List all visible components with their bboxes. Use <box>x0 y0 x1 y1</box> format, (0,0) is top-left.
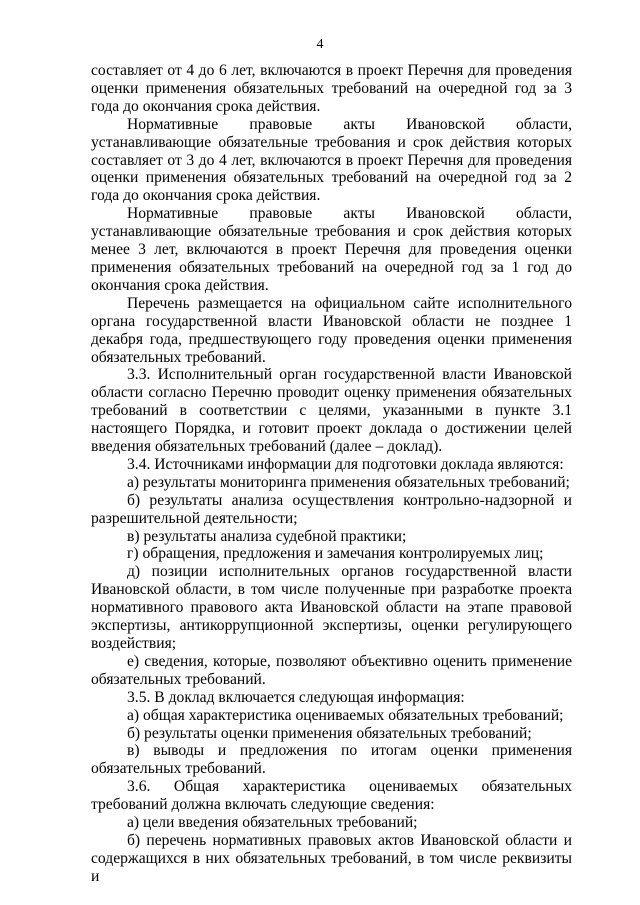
list-item: б) результаты анализа осуществления контрольно-надзорной и разрешительной деятельности; <box>91 491 572 527</box>
paragraph-3-4: 3.4. Источниками информации для подготовки доклада являются: <box>127 455 564 473</box>
paragraph-continuation: составляет от 4 до 6 лет, включаются в проект Перечня для проведения оценки применения обязательных требований на очередной год за 3 года до окончания срока действия. <box>91 62 572 115</box>
list-item: в) результаты анализа судебной практики; <box>127 527 407 545</box>
paragraph: Перечень размещается на официальном сайте исполнительного органа государственной власти Ивановской области не позднее 1 декабря года, предшествующего году проведения оценки применения обязательных требований. <box>91 294 572 366</box>
list-item: д) позиции исполнительных органов государственной власти Ивановской области, в том числе полученные при разработке проекта нормативного правового акта Ивановской области на этапе правовой экспертизы, антикоррупционной экспертизы, оценки регулирующего воздействия; <box>91 563 572 652</box>
list-item: а) цели введения обязательных требований; <box>127 814 418 832</box>
list-item: а) результаты мониторинга применения обязательных требований; <box>127 473 570 491</box>
paragraph-3-6: 3.6. Общая характеристика оцениваемых обязательных требований должна включать следующие сведения: <box>91 778 572 814</box>
page-number: 4 <box>316 37 324 52</box>
list-item: е) сведения, которые, позволяют объективно оценить применение обязательных требований. <box>91 652 572 688</box>
list-item: а) общая характеристика оцениваемых обязательных требований; <box>127 706 564 724</box>
list-item: г) обращения, предложения и замечания контролируемых лиц; <box>127 545 544 563</box>
paragraph-3-3: 3.3. Исполнительный орган государственной власти Ивановской области согласно Перечню проводит оценку применения обязательных требований в соответствии с целями, указанными в пункте 3.1 настоящего Порядка, и готовит проект доклада о достижении целей введения обязательных требований (далее – доклад). <box>91 366 572 456</box>
list-item: в) выводы и предложения по итогам оценки применения обязательных требований. <box>91 742 572 778</box>
list-item: б) результаты оценки применения обязательных требований; <box>127 724 532 742</box>
paragraph: Нормативные правовые акты Ивановской области, устанавливающие обязательные требования и срок действия которых составляет от 3 до 4 лет, включаются в проект Перечня для проведения оценки применения обязательных требований на очередной год за 2 года до окончания срока действия. <box>91 115 572 205</box>
document-body <box>91 62 572 886</box>
paragraph: Нормативные правовые акты Ивановской области, устанавливающие обязательные требования и срок действия которых менее 3 лет, включаются в проект Перечня для проведения оценки применения обязательных требований на очередной год за 1 год до окончания срока действия. <box>91 205 572 294</box>
list-item: б) перечень нормативных правовых актов Ивановской области и содержащихся в них обязательных требований, в том числе реквизиты и <box>91 831 572 885</box>
paragraph-3-5: 3.5. В доклад включается следующая информация: <box>127 688 465 706</box>
